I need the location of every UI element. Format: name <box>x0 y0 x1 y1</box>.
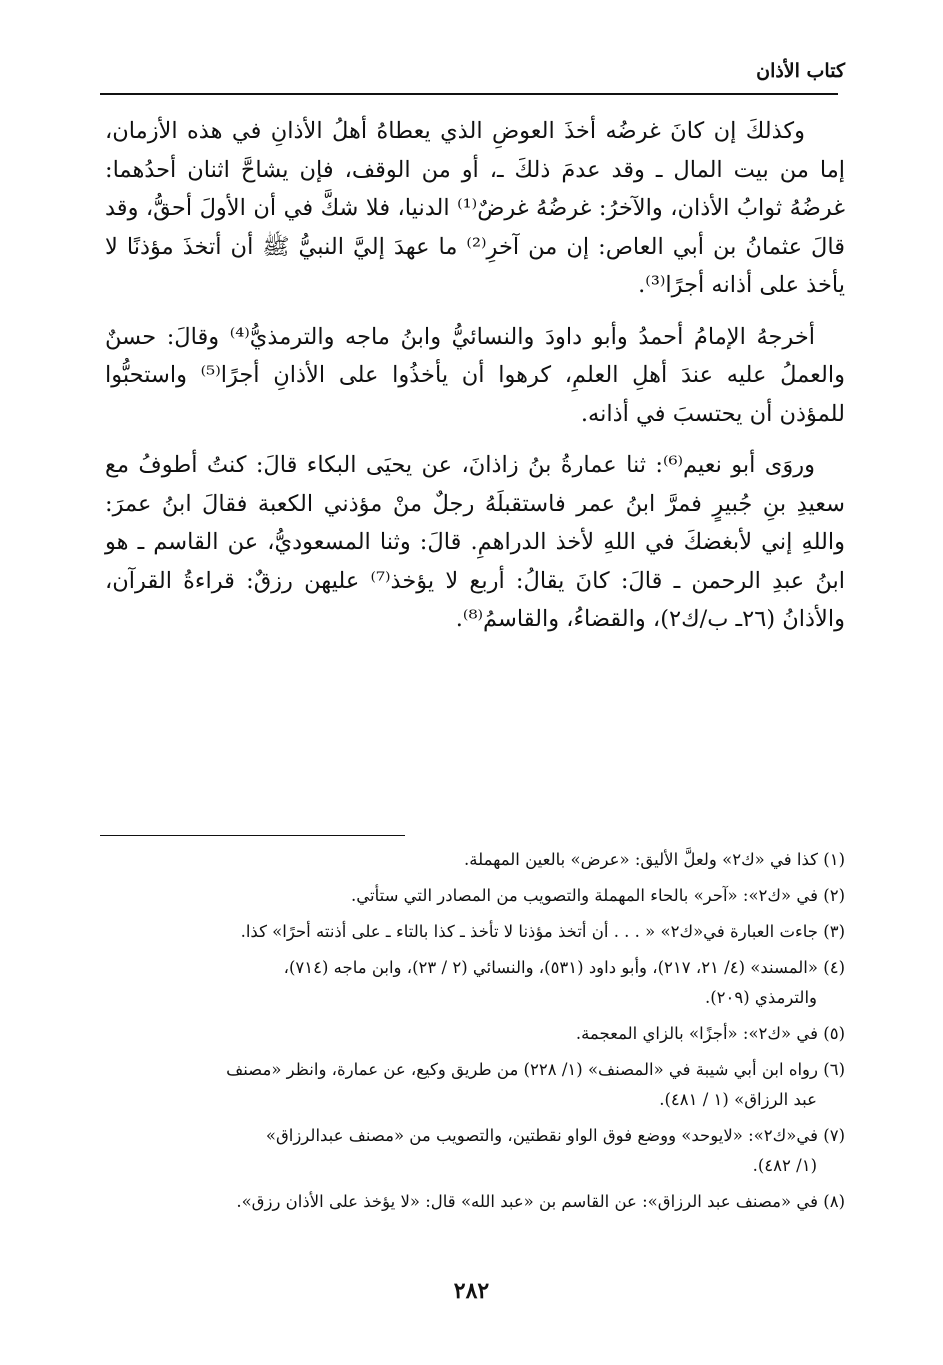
footnote-1 <box>105 845 845 875</box>
footnote-continuation: (١/ ٤٨٢). <box>752 1156 817 1175</box>
footnote-separator <box>100 835 405 836</box>
footnote-4 <box>105 953 845 1013</box>
footnote-text: (٥) في «ك٢»: «أجزًا» بالزاي المعجمة. <box>575 1024 845 1043</box>
footnote-5 <box>105 1019 845 1049</box>
footnote-continuation: والترمذي (٢٠٩). <box>704 988 817 1007</box>
footnote-text: (٢) في «ك٢»: «آحر» بالحاء المهملة والتصويب من المصادر التي ستأتي. <box>351 886 845 905</box>
footnote-3 <box>105 917 845 947</box>
footnote-text: (٨) في «مصنف عبد الرزاق»: عن القاسم بن «عبد الله» قال: «لا يؤخذ على الأذان رزق». <box>236 1192 845 1211</box>
footnote-7 <box>105 1121 845 1181</box>
header-rule <box>100 93 838 95</box>
running-header-title: كتاب الأذان <box>756 60 845 82</box>
footnote-text: (٦) رواه ابن أبي شيبة في «المصنف» (١/ ٢٢٨) من طريق وكيع، عن عمارة، وانظر «مصنف <box>226 1060 845 1079</box>
paragraph-1: وكذلكَ إن كانَ غرضُه أخذَ العوضِ الذي يعطاهُ أهلُ الأذانِ في هذه الأزمان، إما من بيت المال ـ وقد عدمَ ذلكَ ـ، أو من الوقف، فإن يشاحَّ اثنان أحدُهما: غرضُهُ ثوابُ الأذان، والآخرُ: غرضُهُ غرضٌ⁽¹⁾ الدنيا، فلا شكَّ في أن الأولَ أحقُّ، وقد قالَ عثمانُ بن أبي العاص: إن من آخرِ⁽²⁾ ما عهدَ إليَّ النبيُّ ﷺ أن أتخذَ مؤذنًا لا يأخذ على أذانه أجرًا⁽³⁾. <box>105 118 846 298</box>
page-number: ٢٨٢ <box>453 1278 490 1304</box>
paragraph-3: وروَى أبو نعيم⁽⁶⁾: ثنا عمارةُ بنُ زاذانَ، عن يحيَى البكاء قالَ: كنتُ أطوفُ مع سعيدِ بنِ جُبيرٍ فمرَّ ابنُ عمر فاستقبلَهُ رجلٌ منْ مؤذني الكعبة فقالَ ابنُ عمرَ: واللهِ إني لأبغضكَ في اللهِ لأخذ الدراهمِ. قالَ: وثنا المسعوديُّ، عن القاسم ـ هو ابنُ عبدِ الرحمن ـ قالَ: كانَ يقالُ: أربع لا يؤخذ⁽⁷⁾ عليهن رزقٌ: قراءةُ القرآن، والأذانُ (٢٦ـ ب/ك٢)، والقضاءُ، والقاسمُ⁽⁸⁾. <box>105 452 845 632</box>
paragraph-2: أخرجهُ الإمامُ أحمدُ وأبو داودَ والنسائيُّ وابنُ ماجه والترمذيُّ⁽⁴⁾ وقالَ: حسنٌ والعملُ عليه عندَ أهلِ العلمِ، كرهوا أن يأخذُوا على الأذانِ أجرًا⁽⁵⁾ واستحبُّوا للمؤذن أن يحتسبَ في أذانه. <box>105 323 845 427</box>
footnotes <box>105 845 845 1223</box>
footnote-text: (٣) جاءت العبارة في«ك٢» « . . . أن أتخذ مؤذنا لا تأخذ ـ كذا بالتاء ـ على أذنته أحرًا» كذا. <box>240 922 845 941</box>
footnote-text: (٤) «المسند» (٤/ ٢١، ٢١٧)، وأبو داود (٥٣١)، والنسائي (٢ / ٢٣)، وابن ماجه (٧١٤)، <box>283 958 845 977</box>
footnote-text: (٧) في«ك٢»: «لايوحد» ووضع فوق الواو نقطتين، والتصويب من «مصنف عبدالرزاق» <box>265 1126 845 1145</box>
footnote-text: (١) كذا في «ك٢» ولعلَّ الأليق: «عرض» بالعين المهملة. <box>464 850 845 869</box>
footnote-2 <box>105 881 845 911</box>
footnote-continuation: عبد الرزاق» (١ / ٤٨١). <box>659 1090 817 1109</box>
main-text <box>105 112 845 652</box>
footnote-6 <box>105 1055 845 1115</box>
footnote-8 <box>105 1187 845 1217</box>
